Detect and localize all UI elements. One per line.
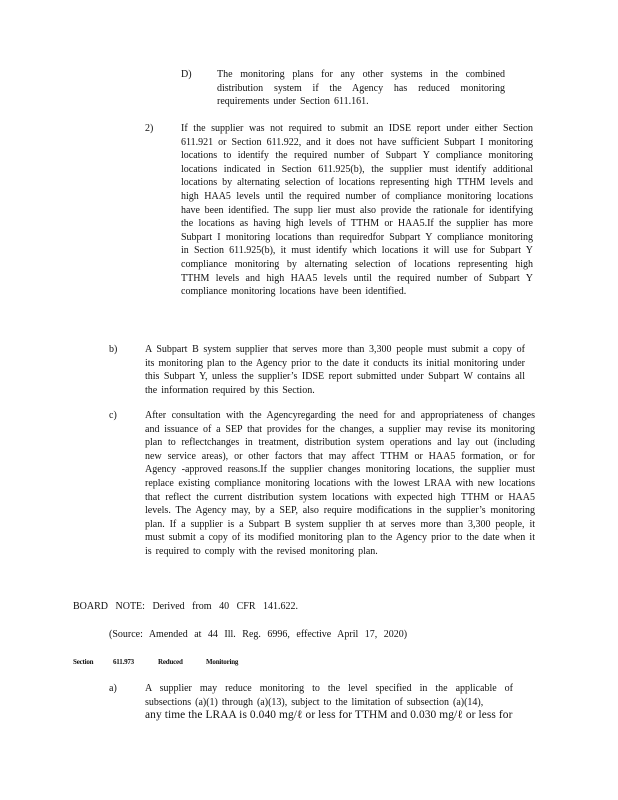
section-label: Section xyxy=(73,658,94,666)
item-2-text: If the supplier was not required to submit an IDSE report under either Section 611.921 or Section 611.922, and it does not have sufficient Subpart I monitoring locations to identify the required number of Subpart Y compliance monitoring locations indicated in Section 611.925(b), the supplier must identify additional locations by alternating selection of locations representing high TTHM levels and high HAA5 levels until the required number of compliance monitoring locations have been identified. The supp lier must also provide the rationale for identifying the locations as having high levels of TTHM or HAA5.If the supplier has more Subpart I monitoring locations than requiredfor Subpart Y compliance monitoring in Section 611.925(b), it must identify which locations it will use for Subpart Y compliance monitoring by alternating selection of locations representing high TTHM levels and high HAA5 levels until the required number of Subpart Y compliance monitoring locations have been identified. xyxy=(181,123,533,298)
section-title-word-2: Monitoring xyxy=(206,658,239,666)
section-heading xyxy=(0,658,618,668)
section-title-word-1: Reduced xyxy=(158,658,183,666)
item-a-body: A supplier may reduce monitoring to the level specified in the applicable of subsections (a)(1) through (a)(13), subject to the limitation of subsection (a)(14), xyxy=(145,683,513,708)
item-a-text xyxy=(145,682,513,723)
item-d-label: D) xyxy=(181,69,192,80)
item-c-text: After consultation with the Agencyregarding the need for and appropriateness of changes and issuance of a SEP that provides for the changes, a supplier may revise its monitoring plan to reflectchanges in treatment, distribution system operations and lay out (including new service areas), or other factors that may affect TTHM or HAA5 formation, or for Agency -approved reasons.If the supplier changes monitoring locations, the supplier must replace existing compliance monitoring locations with the lowest LRAA with new locations that reflect the current distribution system locations with expected high TTHM or HAA5 levels. The Agency may, by a SEP, also require modifications in the supplier’s monitoring plan. If a supplier is a Subpart B system supplier th at serves more than 3,300 people, it must submit a copy of its modified monitoring plan to the Agency prior to the date when it is required to comply with the revised monitoring plan. xyxy=(145,410,535,557)
item-2-label: 2) xyxy=(145,123,154,134)
item-b-label: b) xyxy=(109,344,118,355)
item-d-text: The monitoring plans for any other systems in the combined distribution system if the Agency has reduced monitoring requirements under Section 611.161. xyxy=(217,69,505,108)
item-a-label: a) xyxy=(109,683,117,694)
board-note: BOARD NOTE: Derived from 40 CFR 141.622. xyxy=(73,601,298,612)
item-b-text: A Subpart B system supplier that serves more than 3,300 people must submit a copy of its monitoring plan to the Agency prior to the date it conducts its initial monitoring under this Subpart Y, unless the supplier’s IDSE report submitted under Subpart W contains all the information required by this Section. xyxy=(145,344,525,396)
source-note: (Source: Amended at 44 Ill. Reg. 6996, effective April 17, 2020) xyxy=(109,629,408,640)
item-c-label: c) xyxy=(109,410,117,421)
section-number: 611.973 xyxy=(113,658,134,666)
item-a-last-line: any time the LRAA is 0.040 mg/ℓ or less for TTHM and 0.030 mg/ℓ or less for xyxy=(145,709,513,722)
